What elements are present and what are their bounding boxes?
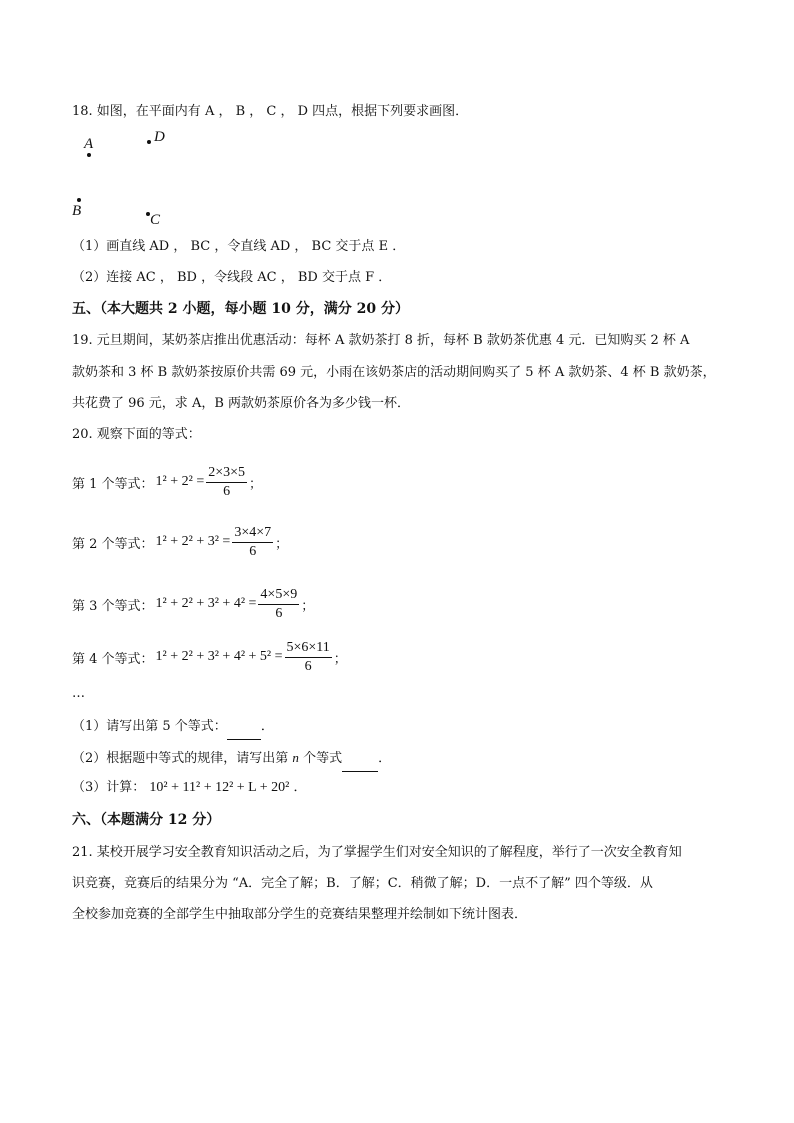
q19-line3: 共花费了 96 元，求 A，B 两款奶茶原价各为多少钱一杯．	[72, 396, 411, 411]
equation-2	[72, 520, 288, 564]
q19-line2: 款奶茶和 3 杯 B 款奶茶按原价共需 69 元，小雨在该奶茶店的活动期间购买了 5 杯 A 款奶茶、4 杯 B 款奶茶，	[72, 365, 716, 380]
equation-end: ；	[301, 598, 315, 614]
equation-fraction	[206, 464, 247, 501]
equation-label: 第 1 个等式：	[72, 476, 154, 492]
variable-n: n	[292, 750, 299, 765]
q20-part3-label: （3）计算：	[72, 780, 146, 795]
q20-part3-expr: 10² + 11² + 12² + L + 20²	[149, 780, 290, 795]
q19-line1: 19. 元旦期间，某奶茶店推出优惠活动：每杯 A 款奶茶打 8 折，每杯 B 款奶茶优惠 4 元．已知购买 2 杯 A	[72, 333, 690, 348]
equation-fraction	[258, 586, 299, 623]
equation-fraction	[232, 524, 273, 561]
point-b-dot	[77, 198, 81, 202]
q21-line1: 21. 某校开展学习安全教育知识活动之后，为了掌握学生们对安全知识的了解程度，举行了一次安全教育知	[72, 845, 682, 860]
equation-expr: 1² + 2² + 3² + 4² + 5² =	[155, 649, 283, 664]
q20-part2-text: （2）根据题中等式的规律，请写出第	[72, 751, 289, 766]
q21-line3: 全校参加竞赛的全部学生中抽取部分学生的竞赛结果整理并绘制如下统计图表．	[72, 907, 528, 922]
equation-3	[72, 582, 314, 626]
section-five-header: 五、（本大题共 2 小题，每小题 10 分，满分 20 分）	[72, 301, 409, 317]
section-six-header: 六、（本题满分 12 分）	[72, 812, 221, 828]
fraction-numerator: 4×5×9	[258, 586, 299, 605]
equation-label: 第 2 个等式：	[72, 536, 154, 552]
equation-label: 第 4 个等式：	[72, 651, 154, 667]
equation-label: 第 3 个等式：	[72, 598, 154, 614]
q20-part2-text-b: 个等式	[303, 751, 343, 766]
fraction-denominator: 6	[223, 483, 231, 499]
equation-expr: 1² + 2² + 3² + 4² =	[155, 596, 257, 611]
point-d-dot	[147, 140, 151, 144]
fraction-numerator: 2×3×5	[206, 464, 247, 483]
q18-part1: （1）画直线 AD ， BC ，令直线 AD ， BC 交于点 E ．	[72, 239, 406, 254]
equation-1	[72, 460, 262, 504]
equation-fraction	[285, 639, 332, 676]
equation-end: ；	[249, 476, 263, 492]
fraction-numerator: 3×4×7	[232, 524, 273, 543]
point-d-label: D	[154, 129, 165, 145]
answer-blank[interactable]	[227, 719, 261, 740]
equation-4	[72, 635, 347, 679]
fraction-denominator: 6	[275, 605, 283, 621]
q21-line2: 识竞赛，竞赛后的结果分为 “A．完全了解；B．了解；C．稍微了解；D．一点不了解” 四个等级．从	[72, 876, 653, 891]
fraction-denominator: 6	[249, 543, 257, 559]
q20-part1	[72, 717, 274, 740]
q18-part2: （2）连接 AC ， BD ，令线段 AC ， BD 交于点 F ．	[72, 270, 392, 285]
q20-part2	[72, 748, 391, 772]
fraction-denominator: 6	[304, 658, 312, 674]
answer-blank[interactable]	[342, 751, 378, 772]
q20-part1-text: （1）请写出第 5 个等式：	[72, 719, 227, 734]
equation-expr: 1² + 2² =	[155, 474, 205, 489]
q20-part1-end: ．	[260, 719, 274, 734]
q20-part3-end: ．	[293, 780, 307, 795]
point-a-label: A	[84, 136, 94, 152]
equation-ellipsis: …	[72, 686, 85, 701]
q20-part2-end: ．	[378, 751, 392, 766]
q18-stem: 18. 如图，在平面内有 A ， B ， C ， D 四点，根据下列要求画图．	[72, 104, 469, 119]
equation-end: ；	[333, 651, 347, 667]
equation-expr: 1² + 2² + 3² =	[155, 534, 231, 549]
point-b-label: B	[72, 203, 82, 219]
q20-part3	[72, 778, 306, 798]
q20-stem: 20. 观察下面的等式：	[72, 427, 201, 442]
fraction-numerator: 5×6×11	[285, 639, 332, 658]
point-a-dot	[87, 153, 91, 157]
point-c-label: C	[150, 212, 161, 228]
equation-end: ；	[275, 536, 289, 552]
